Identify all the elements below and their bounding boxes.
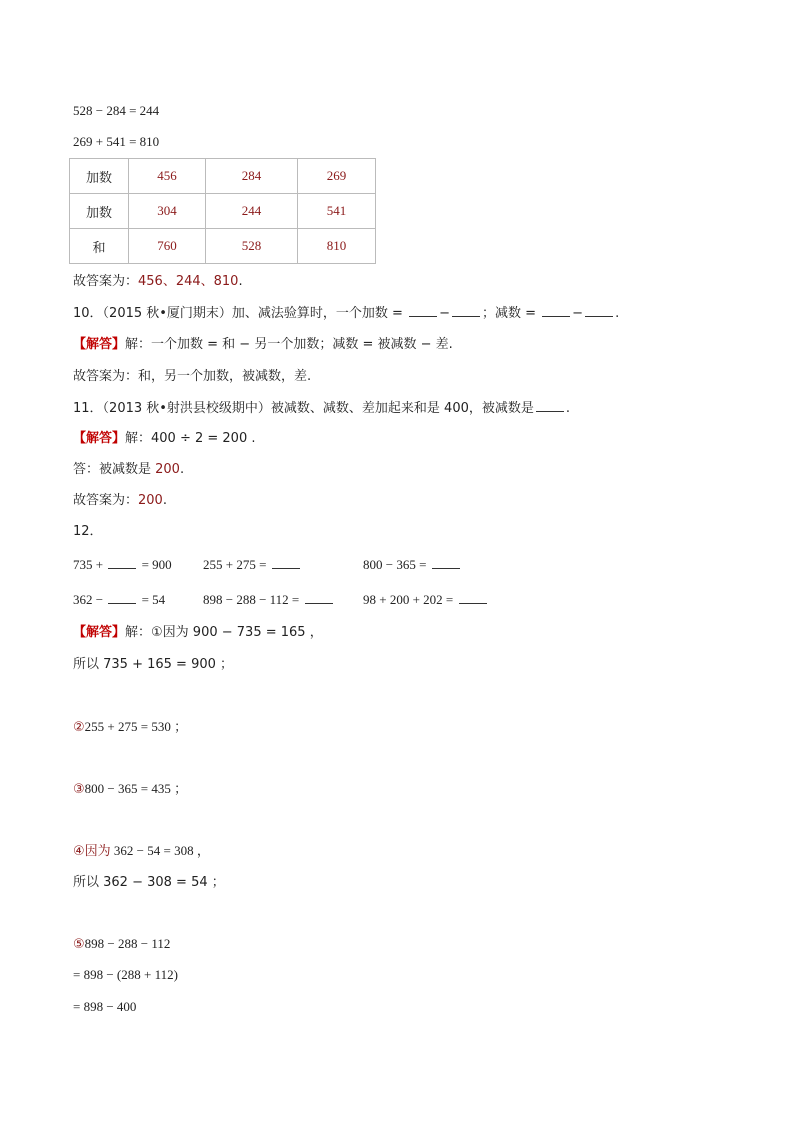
q12-eq <box>73 591 165 609</box>
answer-values: 456、244、810 <box>138 274 239 289</box>
q10-stem <box>73 304 619 323</box>
q12-eq <box>363 556 462 574</box>
answer-prefix: 故答案为： <box>73 493 139 508</box>
solution-tag: 【解答】 <box>73 625 126 640</box>
step-marker: ④因为 <box>73 844 111 859</box>
step-text: 898 − 288 − 112 <box>84 936 171 951</box>
answer-blank[interactable] <box>536 399 564 412</box>
step-marker: ⑤ <box>73 937 85 952</box>
q12-step: 所以 735 + 165 = 900 ； <box>73 657 234 672</box>
table-cell: 541 <box>298 194 376 229</box>
answer-value: 200 <box>155 462 180 477</box>
solution-text: 解：①因为 900 − 735 = 165 ， <box>125 625 323 640</box>
equation-line: 528 − 284 = 244 <box>73 103 160 118</box>
answer-blank[interactable] <box>459 591 487 604</box>
solution-text: 解：一个加数 = 和 − 另一个加数；减数 = 被减数 − 差. <box>125 337 453 352</box>
q12-step <box>73 842 210 861</box>
period: . <box>162 493 167 508</box>
eq-text: 98 + 200 + 202 = <box>363 592 457 607</box>
q10-stem-text: ；减数 = <box>482 306 541 321</box>
eq-text: = 900 <box>138 557 172 572</box>
answer-prefix: 故答案为： <box>73 274 139 289</box>
q12-solution <box>73 624 323 642</box>
q10-answer: 故答案为：和，另一个加数，被减数，差. <box>73 369 312 384</box>
q12-eq <box>203 591 335 609</box>
q9-answer <box>73 273 243 291</box>
eq-text: 255 + 275 = <box>203 557 270 572</box>
q11-solution <box>73 430 256 448</box>
table-cell: 456 <box>129 159 206 194</box>
table-cell: 244 <box>206 194 298 229</box>
q10-solution <box>73 336 453 354</box>
answer-blank[interactable] <box>452 304 480 317</box>
table-cell: 810 <box>298 229 376 264</box>
q12-step <box>73 935 170 954</box>
eq-text: 362 − <box>73 592 107 607</box>
addition-table <box>69 158 376 264</box>
answer-blank[interactable] <box>108 591 136 604</box>
table-row <box>70 159 376 194</box>
equation-line: 269 + 541 = 810 <box>73 134 160 149</box>
period: . <box>238 274 243 289</box>
eq-text: 735 + <box>73 557 107 572</box>
answer-blank[interactable] <box>585 304 613 317</box>
table-row <box>70 229 376 264</box>
answer-blank[interactable] <box>108 556 136 569</box>
solution-tag: 【解答】 <box>73 431 126 446</box>
q12-eq <box>203 556 302 574</box>
solution-text: 解：400 ÷ 2 = 200 . <box>125 431 256 446</box>
minus-sign: − <box>572 306 584 321</box>
q12-step: 所以 362 − 308 = 54 ； <box>73 875 225 890</box>
period: . <box>179 462 185 477</box>
solution-tag: 【解答】 <box>73 337 126 352</box>
q12-step: = 898 − (288 + 112) <box>73 967 178 982</box>
step-text: 362 − 54 = 308 ， <box>110 843 210 858</box>
answer-blank[interactable] <box>305 591 333 604</box>
eq-text: 898 − 288 − 112 = <box>203 592 303 607</box>
table-cell: 304 <box>129 194 206 229</box>
eq-text: = 54 <box>138 592 166 607</box>
q11-stem-text: 11．（2013 秋•射洪县校级期中）被减数、减数、差加起来和是 400，被减数是 <box>73 401 534 416</box>
answer-prefix: 答：被减数是 <box>73 462 156 477</box>
q12-step: = 898 − 400 <box>73 999 137 1014</box>
minus-sign: − <box>439 306 450 321</box>
q10-stem-text: 10．（2015 秋•厦门期末）加、减法验算时，一个加数 = <box>73 306 408 321</box>
row-header: 和 <box>70 229 129 264</box>
period: . <box>565 401 571 416</box>
table-row <box>70 194 376 229</box>
q11-answer-1 <box>73 461 184 479</box>
q12-eq <box>73 556 172 574</box>
table-cell: 528 <box>206 229 298 264</box>
q12-step <box>73 718 187 737</box>
step-marker: ③ <box>73 782 85 797</box>
answer-blank[interactable] <box>272 556 300 569</box>
q12-step <box>73 780 187 799</box>
q12-eq <box>363 591 489 609</box>
step-marker: ② <box>73 720 85 735</box>
row-header: 加数 <box>70 159 129 194</box>
step-text: 255 + 275 = 530 ； <box>84 719 188 734</box>
table-cell: 269 <box>298 159 376 194</box>
table-cell: 284 <box>206 159 298 194</box>
q12-number: 12． <box>73 524 103 539</box>
step-text: 800 − 365 = 435 ； <box>84 781 188 796</box>
eq-text: 800 − 365 = <box>363 557 430 572</box>
q11-stem <box>73 399 570 418</box>
row-header: 加数 <box>70 194 129 229</box>
q11-answer-2 <box>73 492 167 510</box>
period: . <box>615 306 620 321</box>
answer-value: 200 <box>138 493 163 508</box>
answer-blank[interactable] <box>542 304 570 317</box>
answer-blank[interactable] <box>409 304 437 317</box>
answer-blank[interactable] <box>432 556 460 569</box>
table-cell: 760 <box>129 229 206 264</box>
